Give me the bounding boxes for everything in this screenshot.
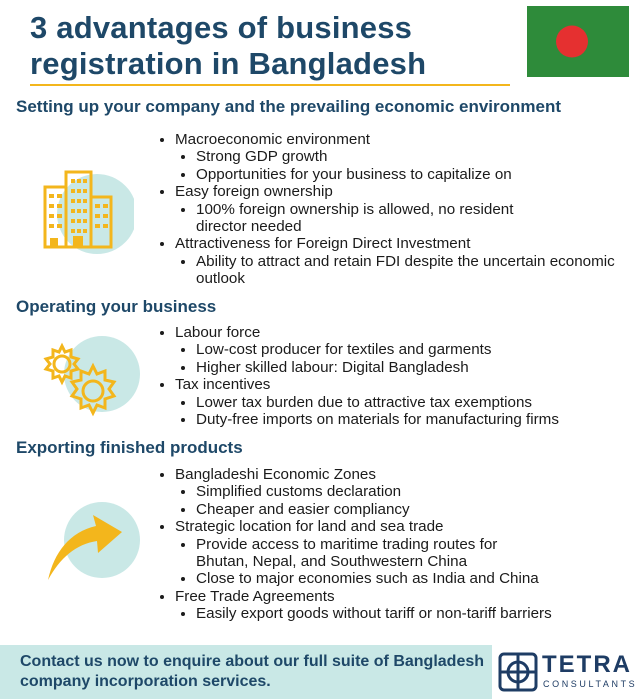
list-item — [175, 183, 640, 235]
list-subitem: • Low-cost producer for textiles and garments — [196, 341, 640, 358]
list-item-label: Labour force — [175, 324, 261, 341]
list-item — [175, 235, 640, 287]
contact-cta[interactable]: Contact us now to enquire about our full suite of Bangladesh company incorporation services. — [20, 653, 485, 690]
list-subitem: • 100% foreign ownership is allowed, no resident director needed — [196, 201, 561, 236]
list-item — [175, 466, 640, 518]
section-list-operating — [157, 324, 640, 428]
list-subitem: • Simplified customs declaration — [196, 483, 640, 500]
list-item-label: Attractiveness for Foreign Direct Investment — [175, 235, 471, 253]
list-subitem: • Close to major economies such as India and China — [196, 570, 640, 587]
logo-subtitle: CONSULTANTS — [543, 679, 638, 689]
list-subitem: • Cheaper and easier compliancy — [196, 501, 640, 518]
list-item-label: Strategic location for land and sea trade — [175, 518, 444, 536]
section-heading-setup: Setting up your company and the prevailing economic environment — [16, 97, 562, 116]
title-underline — [30, 84, 510, 86]
list-item — [175, 131, 640, 183]
list-subitem: • Duty-free imports on materials for manufacturing firms — [196, 411, 640, 428]
section-list-setup — [157, 131, 640, 288]
curved-arrow-icon — [36, 488, 148, 600]
office-buildings-icon — [22, 166, 134, 278]
tetra-emblem-icon — [496, 650, 540, 694]
list-subitem: • Provide access to maritime trading routes for Bhutan, Nepal, and Southwestern China — [196, 536, 541, 571]
list-item-label: Easy foreign ownership — [175, 183, 333, 201]
list-item-label: Bangladeshi Economic Zones — [175, 466, 376, 483]
section-heading-exporting: Exporting finished products — [16, 438, 243, 457]
list-subitem: • Strong GDP growth — [196, 148, 640, 165]
list-item — [175, 376, 640, 428]
list-subitem: • Higher skilled labour: Digital Bangladesh — [196, 359, 640, 376]
bangladesh-flag-icon — [527, 6, 629, 77]
logo-wordmark: TETRA — [542, 651, 632, 678]
footer-banner — [0, 645, 640, 699]
list-subitem: • Easily export goods without tariff or non-tariff barriers — [196, 605, 640, 622]
tetra-logo — [492, 645, 640, 699]
list-item — [175, 324, 640, 376]
list-subitem: • Ability to attract and retain FDI despite the uncertain economic outlook — [196, 253, 640, 288]
list-item-label: Free Trade Agreements — [175, 587, 335, 605]
list-item — [175, 518, 640, 588]
list-item-label: Tax incentives — [175, 376, 271, 394]
gears-icon — [36, 330, 148, 442]
list-subitem: • Opportunities for your business to capitalize on — [196, 166, 640, 183]
list-item-label: Macroeconomic environment — [175, 131, 370, 148]
list-item — [175, 588, 640, 623]
section-list-exporting — [157, 466, 640, 623]
section-heading-operating: Operating your business — [16, 297, 217, 316]
page-title: 3 advantages of business registration in Bangladesh — [30, 10, 427, 81]
list-subitem: • Lower tax burden due to attractive tax exemptions — [196, 394, 640, 411]
